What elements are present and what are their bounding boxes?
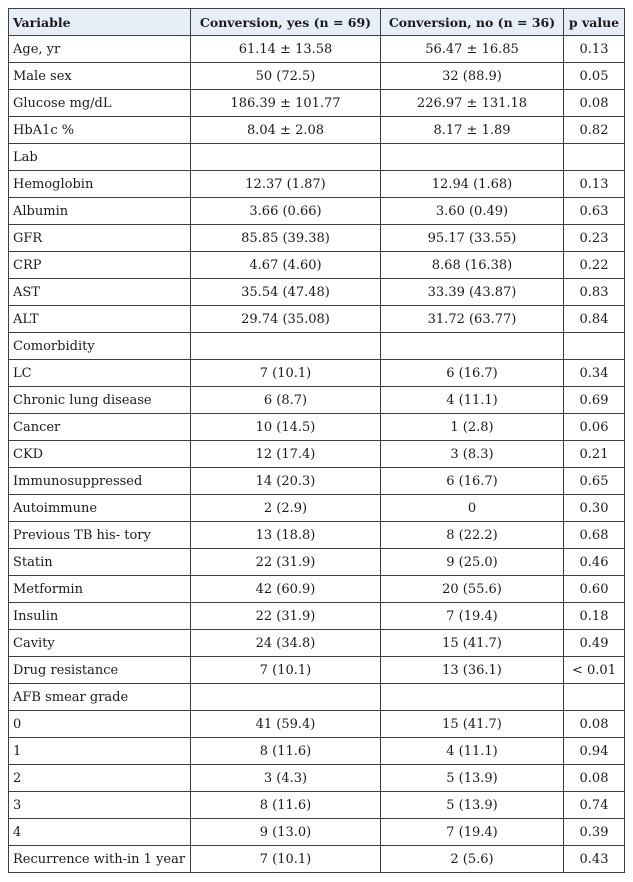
conversion-no-cell: 8.17 ± 1.89 xyxy=(381,117,564,144)
table-row xyxy=(9,819,625,846)
conversion-yes-cell: 10 (14.5) xyxy=(191,414,381,441)
header-row xyxy=(9,9,625,36)
table-row xyxy=(9,333,625,360)
table-header xyxy=(9,9,625,36)
conversion-yes-cell: 12.37 (1.87) xyxy=(191,171,381,198)
conversion-no-cell: 9 (25.0) xyxy=(381,549,564,576)
conversion-yes-cell: 24 (34.8) xyxy=(191,630,381,657)
variable-cell: Statin xyxy=(9,549,191,576)
table-row xyxy=(9,684,625,711)
p-value-cell xyxy=(564,684,625,711)
table-row xyxy=(9,630,625,657)
table-row xyxy=(9,846,625,873)
p-value-cell: 0.63 xyxy=(564,198,625,225)
conversion-yes-cell: 22 (31.9) xyxy=(191,549,381,576)
conversion-no-cell xyxy=(381,684,564,711)
p-value-cell: < 0.01 xyxy=(564,657,625,684)
header-variable: Variable xyxy=(9,9,191,36)
p-value-cell: 0.30 xyxy=(564,495,625,522)
variable-cell: Chronic lung disease xyxy=(9,387,191,414)
conversion-no-cell: 0 xyxy=(381,495,564,522)
variable-cell: Drug resistance xyxy=(9,657,191,684)
conversion-yes-cell: 9 (13.0) xyxy=(191,819,381,846)
conversion-yes-cell: 7 (10.1) xyxy=(191,657,381,684)
conversion-yes-cell xyxy=(191,684,381,711)
p-value-cell xyxy=(564,144,625,171)
variable-cell: Albumin xyxy=(9,198,191,225)
variable-cell: Cavity xyxy=(9,630,191,657)
conversion-no-cell: 7 (19.4) xyxy=(381,603,564,630)
p-value-cell xyxy=(564,333,625,360)
conversion-no-cell xyxy=(381,333,564,360)
conversion-yes-cell: 41 (59.4) xyxy=(191,711,381,738)
table-row xyxy=(9,279,625,306)
table-row xyxy=(9,198,625,225)
variable-cell: Insulin xyxy=(9,603,191,630)
conversion-no-cell: 95.17 (33.55) xyxy=(381,225,564,252)
p-value-cell: 0.43 xyxy=(564,846,625,873)
p-value-cell: 0.82 xyxy=(564,117,625,144)
variable-cell: Comorbidity xyxy=(9,333,191,360)
variable-cell: Male sex xyxy=(9,63,191,90)
variable-cell: Autoimmune xyxy=(9,495,191,522)
conversion-no-cell: 1 (2.8) xyxy=(381,414,564,441)
table-row xyxy=(9,414,625,441)
p-value-cell: 0.05 xyxy=(564,63,625,90)
table-row xyxy=(9,792,625,819)
conversion-yes-cell: 8.04 ± 2.08 xyxy=(191,117,381,144)
variable-cell: Immunosuppressed xyxy=(9,468,191,495)
table-body xyxy=(9,36,625,873)
table-row xyxy=(9,360,625,387)
conversion-no-cell: 33.39 (43.87) xyxy=(381,279,564,306)
conversion-yes-cell: 7 (10.1) xyxy=(191,360,381,387)
p-value-cell: 0.18 xyxy=(564,603,625,630)
variable-cell: Metformin xyxy=(9,576,191,603)
conversion-no-cell: 56.47 ± 16.85 xyxy=(381,36,564,63)
conversion-no-cell: 31.72 (63.77) xyxy=(381,306,564,333)
conversion-no-cell: 5 (13.9) xyxy=(381,792,564,819)
header-conversion-no: Conversion, no (n = 36) xyxy=(381,9,564,36)
conversion-no-cell: 32 (88.9) xyxy=(381,63,564,90)
variable-cell: GFR xyxy=(9,225,191,252)
p-value-cell: 0.74 xyxy=(564,792,625,819)
conversion-yes-cell: 4.67 (4.60) xyxy=(191,252,381,279)
conversion-no-cell: 3.60 (0.49) xyxy=(381,198,564,225)
table-row xyxy=(9,495,625,522)
variable-cell: 0 xyxy=(9,711,191,738)
p-value-cell: 0.65 xyxy=(564,468,625,495)
conversion-no-cell: 6 (16.7) xyxy=(381,468,564,495)
header-conversion-yes: Conversion, yes (n = 69) xyxy=(191,9,381,36)
p-value-cell: 0.06 xyxy=(564,414,625,441)
conversion-no-cell: 8.68 (16.38) xyxy=(381,252,564,279)
table-row xyxy=(9,144,625,171)
variable-cell: 4 xyxy=(9,819,191,846)
table-row xyxy=(9,738,625,765)
conversion-yes-cell: 3.66 (0.66) xyxy=(191,198,381,225)
table-row xyxy=(9,549,625,576)
conversion-no-cell: 6 (16.7) xyxy=(381,360,564,387)
variable-cell: Recurrence with-in 1 year xyxy=(9,846,191,873)
conversion-yes-cell: 50 (72.5) xyxy=(191,63,381,90)
conversion-no-cell: 226.97 ± 131.18 xyxy=(381,90,564,117)
table-row xyxy=(9,765,625,792)
table-row xyxy=(9,306,625,333)
p-value-cell: 0.23 xyxy=(564,225,625,252)
p-value-cell: 0.68 xyxy=(564,522,625,549)
conversion-yes-cell: 8 (11.6) xyxy=(191,792,381,819)
conversion-yes-cell: 42 (60.9) xyxy=(191,576,381,603)
conversion-no-cell: 4 (11.1) xyxy=(381,738,564,765)
conversion-yes-cell xyxy=(191,333,381,360)
conversion-yes-cell: 7 (10.1) xyxy=(191,846,381,873)
p-value-cell: 0.60 xyxy=(564,576,625,603)
variable-cell: AST xyxy=(9,279,191,306)
table-row xyxy=(9,576,625,603)
table-row xyxy=(9,225,625,252)
p-value-cell: 0.83 xyxy=(564,279,625,306)
table-row xyxy=(9,63,625,90)
p-value-cell: 0.21 xyxy=(564,441,625,468)
p-value-cell: 0.22 xyxy=(564,252,625,279)
table-row xyxy=(9,117,625,144)
conversion-no-cell: 5 (13.9) xyxy=(381,765,564,792)
p-value-cell: 0.08 xyxy=(564,90,625,117)
table-row xyxy=(9,711,625,738)
conversion-yes-cell: 6 (8.7) xyxy=(191,387,381,414)
variable-cell: LC xyxy=(9,360,191,387)
p-value-cell: 0.46 xyxy=(564,549,625,576)
variable-cell: Lab xyxy=(9,144,191,171)
table-row xyxy=(9,36,625,63)
conversion-no-cell: 2 (5.6) xyxy=(381,846,564,873)
table-row xyxy=(9,522,625,549)
conversion-no-cell: 12.94 (1.68) xyxy=(381,171,564,198)
variable-cell: Previous TB his- tory xyxy=(9,522,191,549)
p-value-cell: 0.39 xyxy=(564,819,625,846)
variable-cell: 1 xyxy=(9,738,191,765)
table-row xyxy=(9,657,625,684)
conversion-no-cell: 4 (11.1) xyxy=(381,387,564,414)
p-value-cell: 0.13 xyxy=(564,36,625,63)
conversion-no-cell xyxy=(381,144,564,171)
conversion-yes-cell: 35.54 (47.48) xyxy=(191,279,381,306)
conversion-yes-cell: 22 (31.9) xyxy=(191,603,381,630)
variable-cell: Cancer xyxy=(9,414,191,441)
table-row xyxy=(9,252,625,279)
p-value-cell: 0.84 xyxy=(564,306,625,333)
variable-cell: CRP xyxy=(9,252,191,279)
variable-cell: Age, yr xyxy=(9,36,191,63)
p-value-cell: 0.69 xyxy=(564,387,625,414)
variable-cell: Hemoglobin xyxy=(9,171,191,198)
p-value-cell: 0.08 xyxy=(564,711,625,738)
conversion-yes-cell: 186.39 ± 101.77 xyxy=(191,90,381,117)
variable-cell: 3 xyxy=(9,792,191,819)
conversion-yes-cell: 8 (11.6) xyxy=(191,738,381,765)
table-row xyxy=(9,603,625,630)
variable-cell: Glucose mg/dL xyxy=(9,90,191,117)
conversion-no-cell: 13 (36.1) xyxy=(381,657,564,684)
conversion-no-cell: 3 (8.3) xyxy=(381,441,564,468)
conversion-yes-cell: 61.14 ± 13.58 xyxy=(191,36,381,63)
conversion-no-cell: 15 (41.7) xyxy=(381,630,564,657)
variable-cell: 2 xyxy=(9,765,191,792)
conversion-no-cell: 8 (22.2) xyxy=(381,522,564,549)
variable-cell: HbA1c % xyxy=(9,117,191,144)
conversion-yes-cell: 2 (2.9) xyxy=(191,495,381,522)
conversion-no-cell: 20 (55.6) xyxy=(381,576,564,603)
table-row xyxy=(9,468,625,495)
p-value-cell: 0.34 xyxy=(564,360,625,387)
conversion-no-cell: 7 (19.4) xyxy=(381,819,564,846)
p-value-cell: 0.08 xyxy=(564,765,625,792)
p-value-cell: 0.94 xyxy=(564,738,625,765)
conversion-yes-cell: 13 (18.8) xyxy=(191,522,381,549)
conversion-yes-cell: 14 (20.3) xyxy=(191,468,381,495)
header-p-value: p value xyxy=(564,9,625,36)
conversion-yes-cell: 12 (17.4) xyxy=(191,441,381,468)
variable-cell: AFB smear grade xyxy=(9,684,191,711)
conversion-yes-cell: 3 (4.3) xyxy=(191,765,381,792)
table-row xyxy=(9,387,625,414)
variable-cell: ALT xyxy=(9,306,191,333)
conversion-yes-cell: 85.85 (39.38) xyxy=(191,225,381,252)
table-row xyxy=(9,171,625,198)
table-row xyxy=(9,441,625,468)
conversion-no-cell: 15 (41.7) xyxy=(381,711,564,738)
p-value-cell: 0.13 xyxy=(564,171,625,198)
variable-cell: CKD xyxy=(9,441,191,468)
comparison-table xyxy=(8,8,625,873)
table-row xyxy=(9,90,625,117)
p-value-cell: 0.49 xyxy=(564,630,625,657)
conversion-yes-cell: 29.74 (35.08) xyxy=(191,306,381,333)
conversion-yes-cell xyxy=(191,144,381,171)
